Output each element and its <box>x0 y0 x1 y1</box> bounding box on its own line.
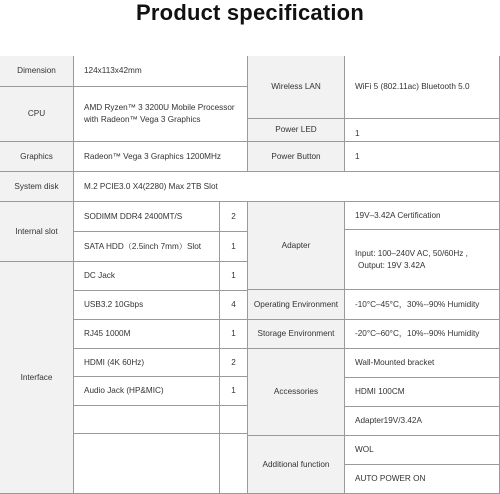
interface-item <box>74 406 220 434</box>
adapter-output: Output: 19V 3.42A <box>358 260 426 270</box>
internal-slot-item: SODIMM DDR4 2400MT/S <box>74 202 220 232</box>
wireless-lan-value: WiFi 5 (802.11ac) Bluetooth 5.0 <box>345 56 500 119</box>
additional-function-item: AUTO POWER ON <box>345 465 500 494</box>
internal-slot-qty: 1 <box>220 232 248 262</box>
internal-slot-label: Internal slot <box>0 202 74 262</box>
interface-qty: 1 <box>220 320 248 349</box>
spec-table <box>0 56 500 494</box>
interface-qty <box>220 434 248 494</box>
interface-item <box>74 434 220 494</box>
interface-qty: 2 <box>220 349 248 377</box>
accessories-label: Accessories <box>248 349 345 436</box>
wireless-lan-label: Wireless LAN <box>248 56 345 119</box>
storage-environment-value: -20°C–60°C，10%--90% Humidity <box>345 320 500 349</box>
operating-environment-value: -10°C–45°C，30%--90% Humidity <box>345 290 500 320</box>
accessory-item: Adapter19V/3.42A <box>345 407 500 436</box>
dimension-label: Dimension <box>0 56 74 87</box>
power-button-value: 1 <box>345 142 500 172</box>
interface-item: USB3.2 10Gbps <box>74 291 220 320</box>
additional-function-label: Additional function <box>248 436 345 494</box>
graphics-label: Graphics <box>0 142 74 172</box>
system-disk-label: System disk <box>0 172 74 202</box>
internal-slot-qty: 2 <box>220 202 248 232</box>
adapter-input-output <box>345 230 500 290</box>
power-led-label: Power LED <box>248 119 345 142</box>
interface-qty: 1 <box>220 377 248 406</box>
dimension-value: 124x113x42mm <box>74 56 248 87</box>
adapter-input: Input: 100–240V AC, 50/60Hz , <box>355 248 468 258</box>
additional-function-item: WOL <box>345 436 500 465</box>
adapter-label: Adapter <box>248 202 345 290</box>
power-led-value: 1 <box>345 119 500 142</box>
storage-environment-label: Storage Environment <box>248 320 345 349</box>
interface-item: DC Jack <box>74 262 220 291</box>
interface-qty <box>220 406 248 434</box>
accessory-item: Wall-Mounted bracket <box>345 349 500 378</box>
interface-qty: 1 <box>220 262 248 291</box>
adapter-certification: 19V–3.42A Certification <box>345 202 500 230</box>
page-title: Product specification <box>136 0 364 25</box>
interface-item: RJ45 1000M <box>74 320 220 349</box>
graphics-value: Radeon™ Vega 3 Graphics 1200MHz <box>74 142 248 172</box>
system-disk-value: M.2 PCIE3.0 X4(2280) Max 2TB Slot <box>74 172 500 202</box>
internal-slot-item: SATA HDD（2.5inch 7mm）Slot <box>74 232 220 262</box>
interface-label: Interface <box>0 262 74 494</box>
interface-item: Audio Jack (HP&MIC) <box>74 377 220 406</box>
interface-item: HDMI (4K 60Hz) <box>74 349 220 377</box>
cpu-value: AMD Ryzen™ 3 3200U Mobile Processor with Radeon™ Vega 3 Graphics <box>74 87 248 142</box>
operating-environment-label: Operating Environment <box>248 290 345 320</box>
accessory-item: HDMI 100CM <box>345 378 500 407</box>
power-button-label: Power Button <box>248 142 345 172</box>
cpu-label: CPU <box>0 87 74 142</box>
interface-qty: 4 <box>220 291 248 320</box>
